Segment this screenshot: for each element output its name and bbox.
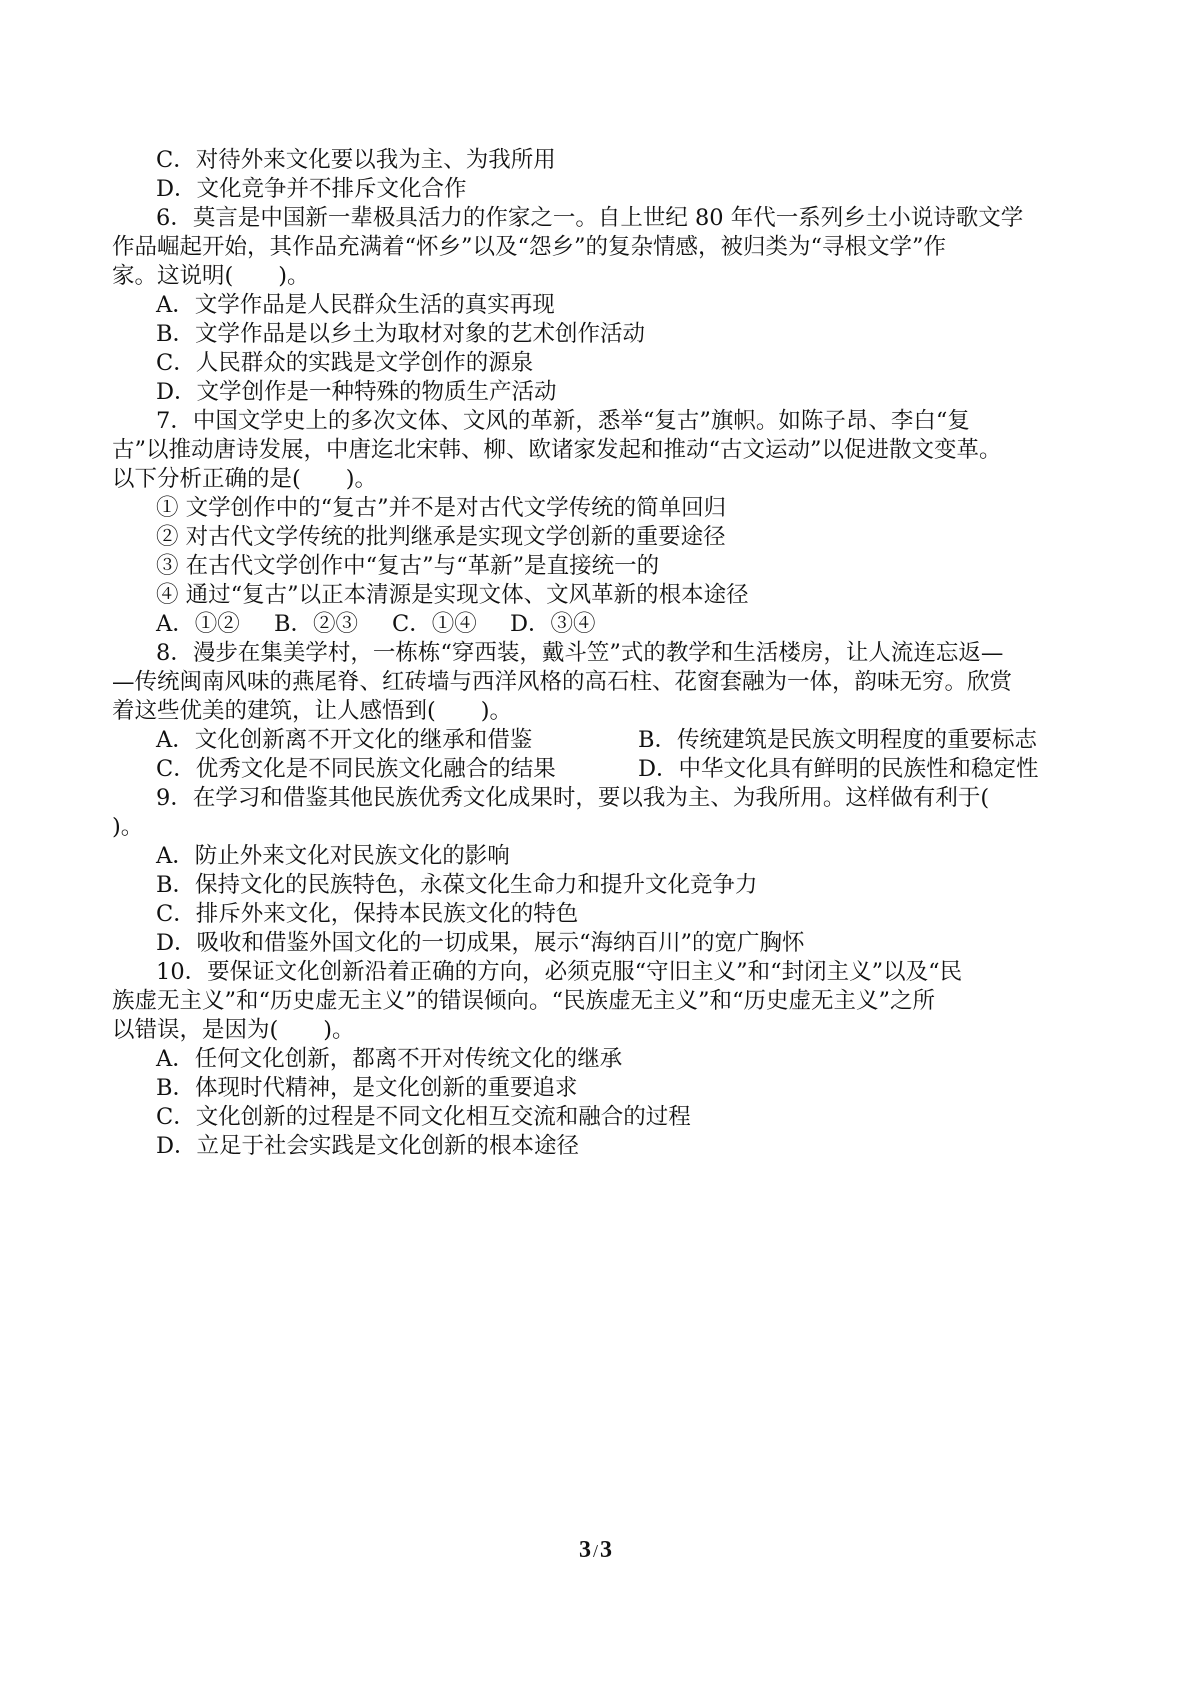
question-6-stem-line-1: 6．莫言是中国新一辈极具活力的作家之一。自上世纪 80 年代一系列乡土小说诗歌文学	[156, 205, 1024, 231]
question-7-statement-4: ④ 通过“复古”以正本清源是实现文体、文风革新的根本途径	[156, 582, 749, 608]
question-9-stem-line-2: )。	[112, 814, 144, 840]
question-10-option-d: D．立足于社会实践是文化创新的根本途径	[156, 1133, 580, 1159]
question-7-statement-3: ③ 在古代文学创作中“复古”与“革新”是直接统一的	[156, 553, 660, 579]
page-number	[0, 1535, 1191, 1566]
question-9-stem-line-1: 9．在学习和借鉴其他民族优秀文化成果时，要以我为主、为我所用。这样做有利于(	[156, 785, 990, 811]
page-separator: /	[592, 1541, 598, 1561]
question-7-option-c: C．①④	[392, 611, 477, 637]
question-10-stem-line-3: 以错误，是因为( )。	[112, 1017, 355, 1043]
question-8-option-a: A．文化创新离不开文化的继承和借鉴	[156, 727, 533, 753]
question-7-option-b: B．②③	[274, 611, 359, 637]
question-7-statement-1: ① 文学创作中的“复古”并不是对古代文学传统的简单回归	[156, 495, 727, 521]
question-6-option-c: C．人民群众的实践是文学创作的源泉	[156, 350, 534, 376]
question-8-stem-line-3: 着这些优美的建筑，让人感悟到( )。	[112, 698, 513, 724]
question-8-stem-line-1: 8．漫步在集美学村，一栋栋“穿西装，戴斗笠”式的教学和生活楼房，让人流连忘返—	[156, 640, 1004, 666]
question-6-option-d: D．文学创作是一种特殊的物质生产活动	[156, 379, 557, 405]
question-9-option-b: B．保持文化的民族特色，永葆文化生命力和提升文化竞争力	[156, 872, 758, 898]
question-8-option-c: C．优秀文化是不同民族文化融合的结果	[156, 756, 556, 782]
question-10-option-b: B．体现时代精神，是文化创新的重要追求	[156, 1075, 578, 1101]
total-pages: 3	[600, 1537, 612, 1563]
question-7-stem-line-1: 7．中国文学史上的多次文体、文风的革新，悉举“复古”旗帜。如陈子昂、李白“复	[156, 408, 970, 434]
question-6-option-b: B．文学作品是以乡土为取材对象的艺术创作活动	[156, 321, 646, 347]
question-7-option-d: D．③④	[510, 611, 596, 637]
question-6-option-a: A．文学作品是人民群众生活的真实再现	[156, 292, 555, 318]
question-6-stem-line-2: 作品崛起开始，其作品充满着“怀乡”以及“怨乡”的复杂情感，被归类为“寻根文学”作	[112, 234, 947, 260]
question-10-stem-line-2: 族虚无主义”和“历史虚无主义”的错误倾向。“民族虚无主义”和“历史虚无主义”之所	[112, 988, 936, 1014]
question-7-stem-line-2: 古”以推动唐诗发展，中唐迄北宋韩、柳、欧诸家发起和推动“古文运动”以促进散文变革。	[112, 437, 1002, 463]
question-10-option-c: C．文化创新的过程是不同文化相互交流和融合的过程	[156, 1104, 691, 1130]
question-7-statement-2: ② 对古代文学传统的批判继承是实现文学创新的重要途径	[156, 524, 726, 550]
question-8-stem-line-2: —传统闽南风味的燕尾脊、红砖墙与西洋风格的高石柱、花窗套融为一体，韵味无穷。欣赏	[112, 669, 1013, 695]
question-8-option-b: B．传统建筑是民族文明程度的重要标志	[638, 727, 1038, 753]
question-10-stem-line-1: 10．要保证文化创新沿着正确的方向，必须克服“守旧主义”和“封闭主义”以及“民	[156, 959, 963, 985]
option-d: D．文化竞争并不排斥文化合作	[156, 176, 467, 202]
question-9-option-d: D．吸收和借鉴外国文化的一切成果，展示“海纳百川”的宽广胸怀	[156, 930, 805, 956]
option-c: C．对待外来文化要以我为主、为我所用	[156, 147, 556, 173]
question-10-option-a: A．任何文化创新，都离不开对传统文化的继承	[156, 1046, 623, 1072]
question-9-option-c: C．排斥外来文化，保持本民族文化的特色	[156, 901, 579, 927]
question-7-stem-line-3: 以下分析正确的是( )。	[112, 466, 378, 492]
question-9-option-a: A．防止外来文化对民族文化的影响	[156, 843, 510, 869]
question-7-option-a: A．①②	[156, 611, 240, 637]
question-6-stem-line-3: 家。这说明( )。	[112, 263, 310, 289]
question-8-option-d: D．中华文化具有鲜明的民族性和稳定性	[638, 756, 1039, 782]
current-page: 3	[578, 1537, 591, 1563]
